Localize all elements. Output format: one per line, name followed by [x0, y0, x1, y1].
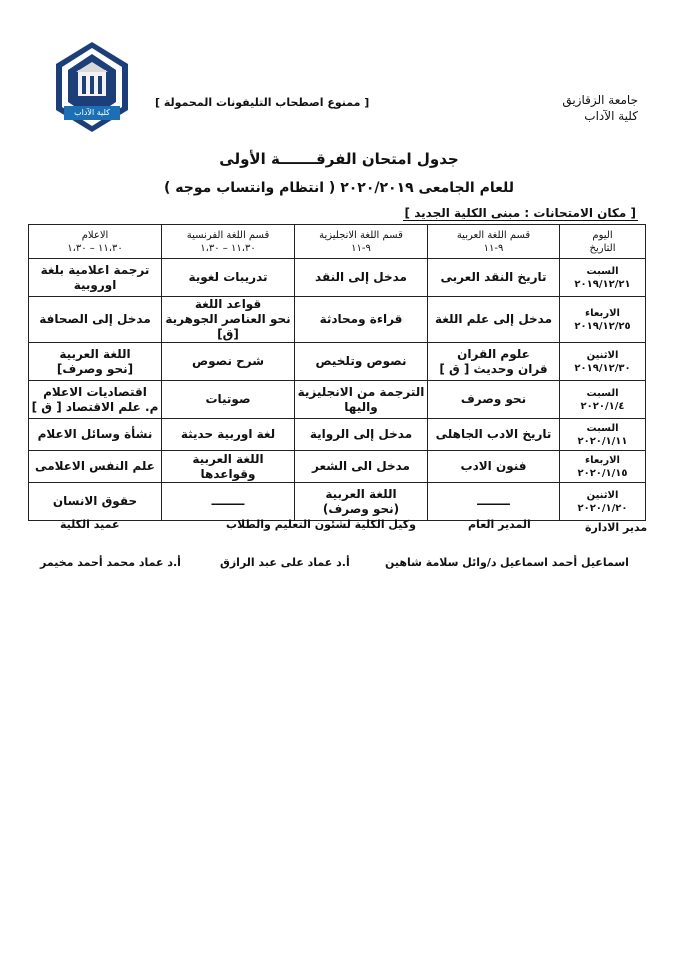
faculty-name: كلية الآداب: [584, 109, 638, 123]
exam-place: [ مكان الامتحانات : مبنى الكلية الجديد ]: [404, 206, 636, 220]
subject-cell-english: اللغة العربية (نحو وصرف): [295, 483, 428, 521]
table-row: [29, 297, 646, 343]
table-header-row: [29, 225, 646, 259]
page-title: جدول امتحان الفرقـــــــة الأولى: [219, 150, 459, 168]
page-subtitle: ( انتظام وانتساب موجه ) للعام الجامعى ٢٠٢٠/٢٠١٩: [164, 180, 514, 196]
subject-cell-media: اللغة العربية [نحو وصرف]: [29, 343, 162, 381]
header-english-dept: قسم اللغة الانجليزية ٩-١١: [295, 225, 428, 259]
subject-cell-media: ترجمة اعلامية بلغة اوروبية: [29, 259, 162, 297]
day-date-cell: [560, 343, 646, 381]
subject-cell-french: صوتيات: [162, 381, 295, 419]
subject-cell-french: اللغة العربية وقواعدها: [162, 451, 295, 483]
table-row: [29, 259, 646, 297]
logo-caption: كلية الآداب: [74, 108, 110, 117]
university-name: جامعة الزقازيق: [562, 93, 638, 107]
subject-cell-french: قواعد اللغة نحو العناصر الجوهرية [ق]: [162, 297, 295, 343]
exam-date: ٢٠٢٠/١/٢٠: [577, 502, 628, 514]
subject-cell-media: اقتصاديات الاعلام م. علم الاقتصاد [ ق ]: [29, 381, 162, 419]
day-name: السبت: [586, 422, 619, 434]
faculty-logo: [52, 40, 132, 135]
signature-title-1: مدير الادارة: [585, 521, 648, 534]
faculty-emblem-icon: [52, 40, 132, 135]
subject-cell-media: حقوق الانسان: [29, 483, 162, 521]
table-body: [29, 259, 646, 521]
institution-header: [518, 92, 638, 124]
subject-cell-arabic: نحو وصرف: [428, 381, 560, 419]
table-row: [29, 381, 646, 419]
subject-cell-arabic: مدخل إلى علم اللغة: [428, 297, 560, 343]
subject-cell-english: مدخل الى الشعر: [295, 451, 428, 483]
header-day: اليوم التاريخ: [560, 225, 646, 259]
signature-title-4: عميد الكلية: [60, 518, 120, 531]
subject-cell-media: مدخل إلى الصحافة: [29, 297, 162, 343]
subject-cell-english: قراءة ومحادثة: [295, 297, 428, 343]
day-date-cell: [560, 419, 646, 451]
header-french-dept: قسم اللغة الفرنسية ١١،٣٠ – ١،٣٠: [162, 225, 295, 259]
subject-cell-arabic: علوم القران قران وحديث [ ق ]: [428, 343, 560, 381]
day-name: السبت: [586, 387, 619, 399]
subject-cell-french: شرح نصوص: [162, 343, 295, 381]
subject-cell-arabic: تاريخ النقد العربى: [428, 259, 560, 297]
table-row: [29, 451, 646, 483]
subject-cell-french: ــــــــ: [162, 483, 295, 521]
subject-cell-arabic: تاريخ الادب الجاهلى: [428, 419, 560, 451]
subject-cell-arabic: فنون الادب: [428, 451, 560, 483]
subject-cell-french: تدريبات لغوية: [162, 259, 295, 297]
signature-title-2: المدير العام: [468, 518, 531, 531]
exam-date: ٢٠٢٠/١/١١: [577, 435, 628, 447]
subject-cell-english: مدخل إلى النقد: [295, 259, 428, 297]
exam-schedule-table: [28, 224, 646, 521]
header-media-dept: الاعلام ١١،٣٠ – ١،٣٠: [29, 225, 162, 259]
table-row: [29, 483, 646, 521]
subject-cell-english: نصوص وتلخيص: [295, 343, 428, 381]
signature-name-1: اسماعيل أحمد اسماعيل: [500, 556, 629, 569]
table-row: [29, 343, 646, 381]
header-arabic-dept: قسم اللغة العربية ٩-١١: [428, 225, 560, 259]
subject-cell-french: لغة اوربية حديثة: [162, 419, 295, 451]
day-date-cell: [560, 451, 646, 483]
subject-cell-media: نشأة وسائل الاعلام: [29, 419, 162, 451]
signature-name-2: د/وائل سلامة شاهين: [385, 556, 497, 569]
day-name: الاربعاء: [585, 307, 620, 319]
subject-cell-arabic: ــــــــ: [428, 483, 560, 521]
day-date-cell: [560, 381, 646, 419]
signature-name-4: أ.د عماد محمد أحمد مخيمر: [40, 556, 181, 569]
exam-date: ٢٠١٩/١٢/٢١: [574, 278, 631, 290]
day-name: السبت: [586, 265, 619, 277]
phone-notice: [ ممنوع اصطحاب التليفونات المحمولة ]: [155, 96, 370, 109]
table-row: [29, 419, 646, 451]
exam-date: ٢٠١٩/١٢/٢٥: [574, 320, 631, 332]
subject-cell-english: الترجمة من الانجليزية واليها: [295, 381, 428, 419]
signature-title-3: وكيل الكلية لشئون التعليم والطلاب: [226, 518, 416, 531]
subject-cell-media: علم النفس الاعلامى: [29, 451, 162, 483]
day-name: الاربعاء: [585, 454, 620, 466]
day-date-cell: [560, 297, 646, 343]
exam-date: ٢٠٢٠/١/١٥: [577, 467, 628, 479]
day-date-cell: [560, 259, 646, 297]
exam-date: ٢٠١٩/١٢/٣٠: [574, 362, 631, 374]
day-name: الاثنين: [586, 489, 619, 501]
day-date-cell: [560, 483, 646, 521]
signature-name-3: أ.د عماد على عبد الرازق: [220, 556, 350, 569]
subject-cell-english: مدخل إلى الرواية: [295, 419, 428, 451]
exam-date: ٢٠٢٠/١/٤: [580, 400, 625, 412]
day-name: الاثنين: [586, 349, 619, 361]
